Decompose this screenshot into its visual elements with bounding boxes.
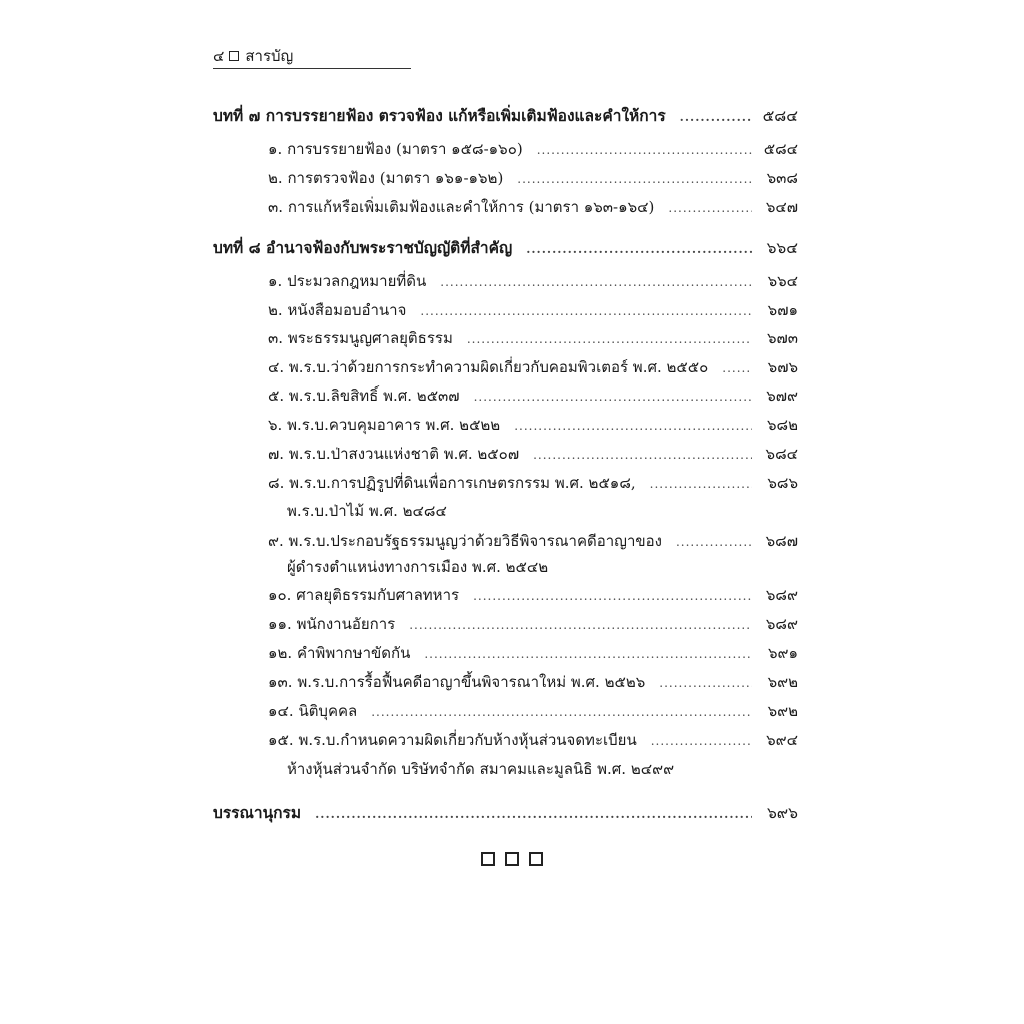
square-ornament-icon <box>481 852 495 866</box>
toc-chapter-7 <box>213 103 798 128</box>
toc-item: ๗. พ.ร.บ.ป่าสงวนแห่งชาติ พ.ศ. ๒๕๐๗ ..... ๖๘๔ <box>268 442 798 466</box>
leader-dots <box>517 172 752 186</box>
page-ref: ๖๙๒ <box>767 673 798 691</box>
toc-item: ๑๑. พนักงานอัยการ ..... ๖๘๙ <box>268 612 798 636</box>
toc-item: ๕. พ.ร.บ.ลิขสิทธิ์ พ.ศ. ๒๕๓๗ ..... ๖๗๙ <box>268 384 798 408</box>
leader-dots <box>473 589 752 603</box>
leader-dots <box>651 734 752 748</box>
toc-item-continuation: พ.ร.บ.ป่าไม้ พ.ศ. ๒๔๘๔ <box>287 502 447 520</box>
square-ornament-icon <box>529 852 543 866</box>
toc-item: ๓. การแก้หรือเพิ่มเติมฟ้องและคำให้การ (มาตรา ๑๖๓-๑๖๔) ..... ๖๔๗ <box>268 195 798 219</box>
leader-dots <box>650 477 752 491</box>
page-ref: ๖๙๑ <box>767 644 798 662</box>
leader-dots <box>659 676 752 690</box>
section-title: สารบัญ <box>245 47 294 65</box>
toc-item: ๘. พ.ร.บ.การปฏิรูปที่ดินเพื่อการเกษตรกรรม พ.ศ. ๒๕๑๘, ..... ๖๘๖ <box>268 471 798 495</box>
page-ref: ๖๘๒ <box>767 416 798 434</box>
page-ref: ๖๙๔ <box>766 731 798 749</box>
chapter-title: บทที่ ๗ การบรรยายฟ้อง ตรวจฟ้อง แก้หรือเพิ่มเติมฟ้องและคำให้การ <box>213 106 666 125</box>
end-ornament <box>0 852 1024 866</box>
toc-item: ๑๐. ศาลยุติธรรมกับศาลทหาร ..... ๖๘๙ <box>268 583 798 607</box>
toc-item: ๔. พ.ร.บ.ว่าด้วยการกระทำความผิดเกี่ยวกับคอมพิวเตอร์ พ.ศ. ๒๕๕๐ ..... ๖๗๖ <box>268 355 798 379</box>
toc-item: ๑. การบรรยายฟ้อง (มาตรา ๑๕๘-๑๖๐) ..... ๕๘๔ <box>268 137 798 161</box>
leader-dots <box>514 419 752 433</box>
leader-dots <box>526 242 752 256</box>
page-ref: ๕๘๔ <box>762 107 798 125</box>
leader-dots <box>315 807 752 821</box>
leader-dots <box>371 705 752 719</box>
page-ref: ๖๖๔ <box>766 239 798 257</box>
leader-dots <box>409 618 752 632</box>
toc-item: ๙. พ.ร.บ.ประกอบรัฐธรรมนูญว่าด้วยวิธีพิจารณาคดีอาญาของ ..... ๖๘๗ <box>268 529 798 553</box>
toc-item: ๒. หนังสือมอบอำนาจ ..... ๖๗๑ <box>268 298 798 322</box>
page-ref: ๖๗๑ <box>767 301 798 319</box>
leader-dots <box>474 390 752 404</box>
page-ref: ๖๗๖ <box>767 358 798 376</box>
page-ref: ๖๙๒ <box>767 702 798 720</box>
toc-item: ๒. การตรวจฟ้อง (มาตรา ๑๖๑-๑๖๒) ..... ๖๓๘ <box>268 166 798 190</box>
page-ref: ๖๘๙ <box>765 586 798 604</box>
chapter-title: บทที่ ๘ อำนาจฟ้องกับพระราชบัญญัติที่สำคัญ <box>213 238 513 257</box>
page-ref: ๖๘๔ <box>765 445 798 463</box>
page-number: ๔ <box>213 47 225 65</box>
toc-item: ๓. พระธรรมนูญศาลยุติธรรม ..... ๖๗๓ <box>268 326 798 350</box>
checkbox-square-icon <box>229 51 239 61</box>
leader-dots <box>467 332 752 346</box>
toc-chapter-8 <box>213 235 798 260</box>
page-ref: ๖๓๘ <box>766 169 798 187</box>
toc-item: ๑๕. พ.ร.บ.กำหนดความผิดเกี่ยวกับห้างหุ้นส่วนจดทะเบียน ..... ๖๙๔ <box>268 728 798 752</box>
page-ref: ๖๘๖ <box>767 474 798 492</box>
toc-item-continuation: ห้างหุ้นส่วนจำกัด บริษัทจำกัด สมาคมและมูลนิธิ พ.ศ. ๒๔๙๙ <box>287 760 675 778</box>
toc-item: ๑. ประมวลกฎหมายที่ดิน ..... ๖๖๔ <box>268 269 798 293</box>
square-ornament-icon <box>505 852 519 866</box>
toc-item-continuation: ผู้ดำรงตำแหน่งทางการเมือง พ.ศ. ๒๕๔๒ <box>287 558 549 576</box>
toc-item: ๑๒. คำพิพากษาขัดกัน ..... ๖๙๑ <box>268 641 798 665</box>
leader-dots <box>722 361 752 375</box>
page-ref: ๕๘๔ <box>763 140 798 158</box>
page-ref: ๖๘๗ <box>765 532 798 550</box>
page-ref: ๖๙๖ <box>766 804 798 822</box>
leader-dots <box>680 110 752 124</box>
toc-item: ๑๔. นิติบุคคล ..... ๖๙๒ <box>268 699 798 723</box>
toc-item: ๑๓. พ.ร.บ.การรื้อฟื้นคดีอาญาขึ้นพิจารณาใหม่ พ.ศ. ๒๕๒๖ ..... ๖๙๒ <box>268 670 798 694</box>
leader-dots <box>537 143 752 157</box>
leader-dots <box>424 647 752 661</box>
page-ref: ๖๔๗ <box>765 198 798 216</box>
toc-bibliography <box>213 800 798 825</box>
toc-item: ๖. พ.ร.บ.ควบคุมอาคาร พ.ศ. ๒๕๒๒ ..... ๖๘๒ <box>268 413 798 437</box>
leader-dots <box>440 275 752 289</box>
leader-dots <box>533 448 752 462</box>
bibliography-title: บรรณานุกรม <box>213 803 302 822</box>
leader-dots <box>420 304 752 318</box>
leader-dots <box>676 535 752 549</box>
running-header <box>213 44 411 69</box>
page-ref: ๖๘๙ <box>765 615 798 633</box>
page-ref: ๖๗๓ <box>766 329 798 347</box>
page-ref: ๖๗๙ <box>766 387 798 405</box>
leader-dots <box>668 201 752 215</box>
page-ref: ๖๖๔ <box>767 272 798 290</box>
